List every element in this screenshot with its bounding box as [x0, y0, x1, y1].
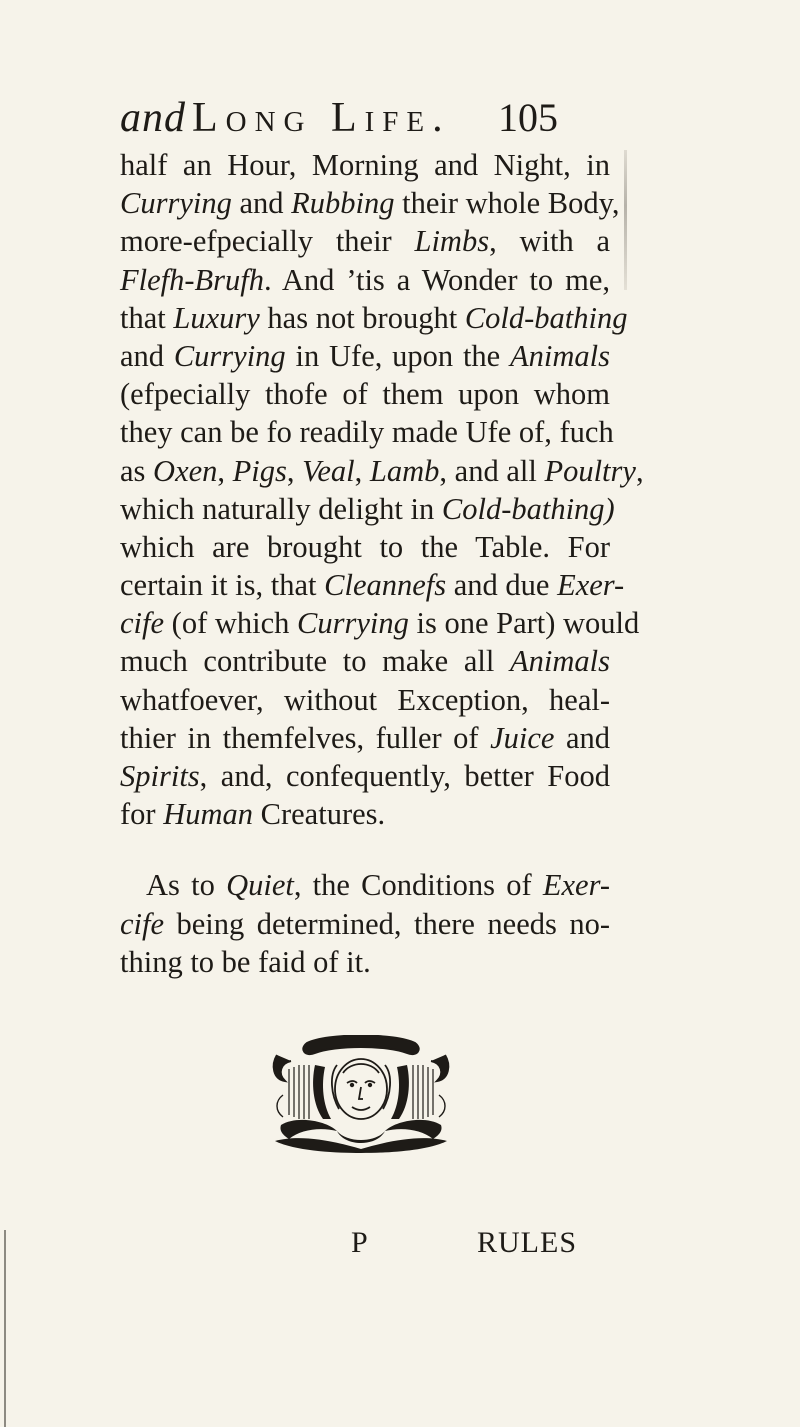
italic-term: Pigs [232, 453, 287, 488]
italic-term: Animals [510, 644, 610, 679]
text-run: thier in themfelves, fuller of [120, 720, 491, 755]
paragraph-gap [120, 833, 610, 866]
text-line [120, 905, 610, 943]
text-run: has not brought [259, 300, 465, 335]
text-run: whatfoever, without Exception, heal- [120, 682, 610, 717]
text-line [120, 943, 610, 981]
text-run: (efpecially thofe of them upon whom [120, 377, 610, 412]
italic-term: Currying [297, 606, 409, 641]
text-run: . And ’tis a Wonder to me, [264, 262, 610, 297]
italic-term: Cold-bathing [464, 300, 628, 335]
catchword: RULES [477, 1226, 578, 1259]
italic-term: Exer- [542, 868, 610, 903]
italic-term: Oxen [153, 453, 218, 488]
text-run: as [120, 453, 154, 488]
text-run: thing to be faid of it. [120, 944, 371, 979]
page-edge-line [4, 1230, 6, 1427]
italic-term: Limbs [414, 224, 490, 259]
page-number: 105 [498, 95, 558, 140]
italic-term: Lamb [369, 453, 440, 488]
text-run: in Ufe, upon the [285, 338, 511, 373]
italic-term: Luxury [173, 300, 260, 335]
italic-term: Rubbing [291, 186, 395, 221]
text-line [120, 642, 610, 680]
text-line [120, 719, 610, 757]
italic-term: Animals [510, 338, 610, 373]
italic-term: Cleannefs [324, 568, 447, 603]
text-line [120, 222, 610, 260]
text-run: is one Part) would [408, 606, 640, 641]
text-line [120, 337, 610, 375]
text-run: and [554, 720, 610, 755]
page-footer [0, 1226, 800, 1266]
italic-term: Juice [490, 720, 555, 755]
text-run: for [120, 797, 164, 832]
italic-term: Currying [173, 338, 286, 373]
body-text [120, 146, 644, 981]
running-head-title: Long Life. [192, 95, 451, 141]
text-run: (of which [164, 606, 298, 641]
text-run: As to [146, 868, 227, 903]
text-run: , [217, 453, 233, 488]
text-line [120, 490, 615, 528]
text-line [120, 299, 628, 337]
text-line [120, 795, 610, 833]
text-run: which are brought to the Table. For [120, 529, 610, 564]
running-head [120, 88, 560, 148]
text-run: which naturally delight in [120, 491, 442, 526]
text-run: they can be fo readily made Ufe of, fuch [120, 415, 614, 450]
text-run: , [286, 453, 303, 488]
text-run: and due [446, 568, 558, 603]
text-line [120, 757, 610, 795]
text-run: being determined, there needs no- [164, 906, 610, 941]
paragraph-1 [120, 146, 644, 833]
text-run: and [120, 338, 174, 373]
text-run: that [120, 300, 174, 335]
text-run: Creatures. [253, 797, 386, 832]
italic-term: Flefh-Brufh [120, 262, 264, 297]
italic-term: Human [163, 797, 254, 832]
text-run: , [635, 453, 644, 488]
text-line [120, 261, 610, 299]
text-run: , and, confequently, better Food [199, 759, 610, 793]
text-line [120, 413, 614, 451]
page-edge-shadow [624, 150, 627, 290]
text-run: , and all [439, 453, 545, 488]
text-run: half an Hour, Morning and Night, in [120, 148, 610, 182]
text-run: certain it is, that [120, 568, 325, 603]
italic-term: cife [120, 606, 165, 641]
text-line [120, 375, 610, 413]
tailpiece-ornament-icon [267, 1035, 455, 1153]
italic-term: Spirits [120, 759, 200, 793]
text-line [120, 604, 640, 642]
signature-mark: P [351, 1226, 368, 1259]
italic-term: Quiet [226, 868, 294, 903]
text-line [120, 146, 610, 184]
italic-term: Poultry [544, 453, 636, 488]
text-line [120, 528, 610, 566]
text-run: and [231, 186, 292, 221]
italic-term: Currying [120, 186, 232, 221]
italic-term: cife [120, 906, 165, 941]
italic-term: Cold-bathing) [441, 491, 615, 526]
text-line [120, 866, 610, 904]
text-run: much contribute to make all [120, 644, 511, 679]
italic-term: Veal [302, 453, 355, 488]
text-run: , the Conditions of [293, 868, 543, 903]
text-line [120, 566, 625, 604]
text-run: , [354, 453, 370, 488]
paragraph-2 [120, 866, 610, 981]
text-line [120, 184, 620, 222]
text-run: , with a [489, 224, 610, 259]
italic-term: Exer- [557, 568, 625, 603]
text-run: their whole Body, [394, 186, 620, 221]
text-run: more-efpecially their [120, 224, 415, 259]
text-line [120, 681, 610, 719]
text-line [120, 452, 644, 490]
running-head-and: and [120, 95, 186, 141]
